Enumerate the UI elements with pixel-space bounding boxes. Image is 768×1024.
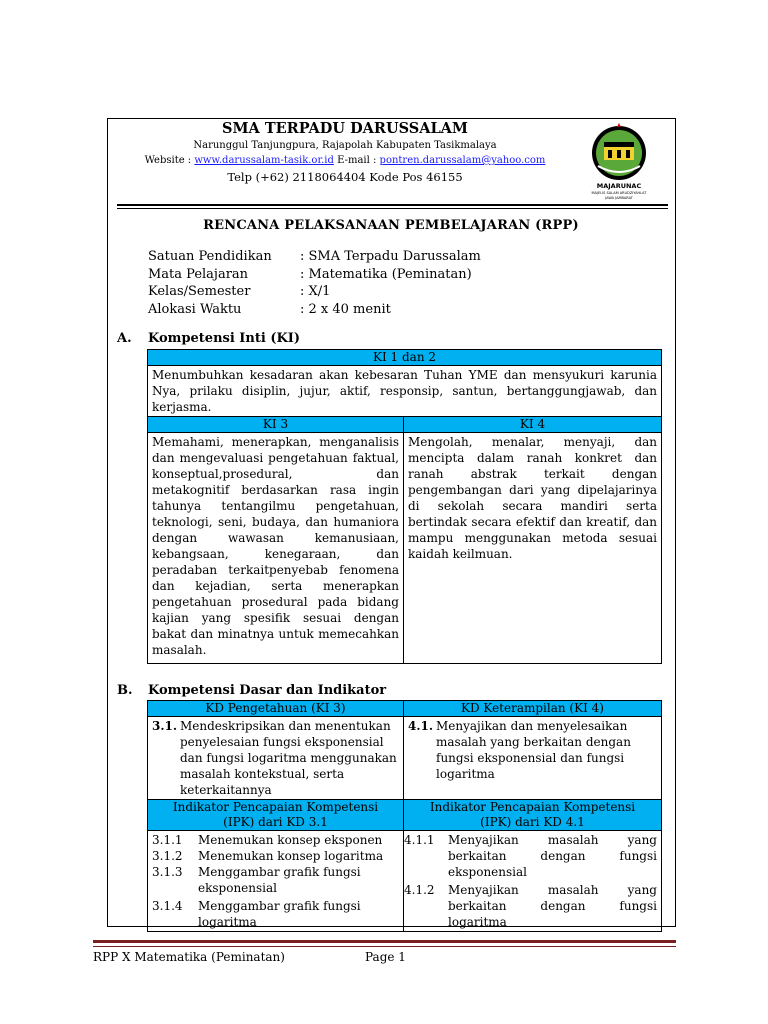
school-contact xyxy=(110,155,580,166)
ipk-left-cell xyxy=(148,831,404,932)
section-b-heading xyxy=(117,683,386,698)
info-label: Satuan Pendidikan xyxy=(148,249,272,264)
ki-4-header: KI 4 xyxy=(404,417,662,433)
ki-table xyxy=(147,349,662,664)
ipk-header-line: Indikator Pencapaian Kompetensi xyxy=(429,800,636,814)
info-block xyxy=(148,248,481,318)
logo-text-1: MAJARUNAC xyxy=(596,182,642,190)
ipk-item xyxy=(152,848,399,864)
ipk-right-header xyxy=(404,800,662,831)
info-row xyxy=(148,266,481,284)
document-title: RENCANA PELAKSANAAN PEMBELAJARAN (RPP) xyxy=(203,218,579,233)
ipk-item xyxy=(152,898,399,930)
ipk-number: 4.1.1 xyxy=(404,833,435,847)
footer-rule xyxy=(93,940,676,943)
ipk-item xyxy=(152,832,399,848)
kd-number: 3.1. xyxy=(152,719,178,733)
ipk-text: Menggambar grafik fungsi logaritma xyxy=(198,899,361,929)
website-link[interactable]: www.darussalam-tasik.or.id xyxy=(194,155,334,166)
email-link[interactable]: pontren.darussalam@yahoo.com xyxy=(379,155,546,166)
kd-text: Mendeskripsikan dan menentukan penyelesaian fungsi eksponensial dan fungsi logaritma menggunakan masalah kontekstual, serta keterkaitannya xyxy=(180,719,397,797)
ipk-right-cell xyxy=(404,831,662,932)
info-label: Alokasi Waktu xyxy=(148,301,242,317)
email-label: E-mail : xyxy=(337,155,377,166)
ipk-number: 3.1.4 xyxy=(152,899,183,913)
footer-rule-thin xyxy=(93,946,676,947)
ipk-text: Menyajikan masalah yang berkaitan dengan fungsi logaritma xyxy=(448,883,657,929)
logo-text-2: MAJELIS SALAM ARUDZIYAHLAT xyxy=(591,191,647,195)
ipk-text: Menemukan konsep logaritma xyxy=(198,849,384,863)
info-row xyxy=(148,301,481,319)
info-value: : 2 x 40 menit xyxy=(300,301,391,317)
kd-pengetahuan-cell xyxy=(148,717,404,800)
school-telephone: Telp (+62) 2118064404 Kode Pos 46155 xyxy=(227,170,463,184)
ki-3-header: KI 3 xyxy=(148,417,404,433)
kd-text: Menyajikan dan menyelesaikan masalah yang berkaitan dengan fungsi eksponensial dan fungsi logaritma xyxy=(436,719,631,781)
ki-12-header: KI 1 dan 2 xyxy=(148,350,662,366)
ipk-number: 3.1.2 xyxy=(152,849,183,863)
section-a-heading xyxy=(117,331,300,346)
logo-text-3: JAWA JAMBARAT xyxy=(605,196,633,200)
info-row xyxy=(148,248,481,266)
section-title: Kompetensi Dasar dan Indikator xyxy=(148,683,387,698)
ipk-item xyxy=(152,864,399,896)
section-letter: A. xyxy=(117,331,132,346)
ipk-header-line: (IPK) dari KD 4.1 xyxy=(480,815,585,829)
header-rule xyxy=(117,204,668,206)
ipk-number: 3.1.1 xyxy=(152,833,183,847)
kd-table xyxy=(147,700,662,932)
info-label: Kelas/Semester xyxy=(148,284,251,299)
footer-document-name: RPP X Matematika (Peminatan) xyxy=(93,950,285,964)
ki-12-text: Menumbuhkan kesadaran akan kebesaran Tuhan YME dan mensyukuri karunia Nya, prilaku disiplin, jujur, aktif, responsip, santun, bertanggungjawab, dan kerjasma. xyxy=(148,366,662,417)
kd-keterampilan-cell xyxy=(404,717,662,800)
info-label: Mata Pelajaran xyxy=(148,266,249,282)
ipk-header-line: Indikator Pencapaian Kompetensi xyxy=(172,800,379,814)
ipk-text: Menemukan konsep eksponen xyxy=(198,833,383,847)
ki-4-text: Mengolah, menalar, menyaji, dan mencipta dalam ranah konkret dan ranah abstrak terkait dengan pengembangan dari yang dipelajarinya di sekolah secara mandiri serta bertindak secara efektif dan kreatif, dan mampu menggunakan metoda sesuai kaidah keilmuan. xyxy=(404,433,662,664)
ipk-text: Menyajikan masalah yang berkaitan dengan fungsi eksponensial xyxy=(448,833,657,879)
kd-keterampilan-header: KD Keterampilan (KI 4) xyxy=(404,701,662,717)
ipk-item xyxy=(404,882,657,930)
ipk-left-header xyxy=(148,800,404,831)
school-name: SMA TERPADU DARUSSALAM xyxy=(222,120,468,137)
footer-page-number: Page 1 xyxy=(365,950,406,964)
kd-pengetahuan-header: KD Pengetahuan (KI 3) xyxy=(148,701,404,717)
school-logo xyxy=(586,120,652,202)
ipk-header-line: (IPK) dari KD 3.1 xyxy=(223,815,328,829)
ki-3-text: Memahami, menerapkan, menganalisis dan mengevaluasi pengetahuan faktual, konseptual,prosedural, dan metakognitif berdasarkan rasa ingin tahunya tentangilmu pengetahuan, teknologi, seni, budaya, dan humaniora dengan wawasan kemanusiaan, kebangsaan, kenegaraan, dan peradaban terkaitpenyebab fenomena dan kejadian, serta menerapkan pengetahuan prosedural pada bidang kajian yang spesifik sesuai dengan bakat dan minatnya untuk memecahkan masalah. xyxy=(148,433,404,664)
kd-number: 4.1. xyxy=(408,719,434,733)
school-address: Narunggul Tanjungpura, Rajapolah Kabupaten Tasikmalaya xyxy=(193,140,497,151)
header-rule-thin xyxy=(117,208,668,209)
info-value: : SMA Terpadu Darussalam xyxy=(300,249,481,264)
section-title: Kompetensi Inti (KI) xyxy=(148,331,300,346)
section-letter: B. xyxy=(117,683,133,698)
info-value: : X/1 xyxy=(300,284,331,299)
website-label: Website : xyxy=(144,155,192,166)
info-row xyxy=(148,283,481,301)
info-value: : Matematika (Peminatan) xyxy=(300,266,472,282)
ipk-number: 4.1.2 xyxy=(404,883,435,897)
ipk-text: Menggambar grafik fungsi eksponensial xyxy=(198,865,361,895)
ipk-item xyxy=(404,832,657,880)
ipk-number: 3.1.3 xyxy=(152,865,183,879)
